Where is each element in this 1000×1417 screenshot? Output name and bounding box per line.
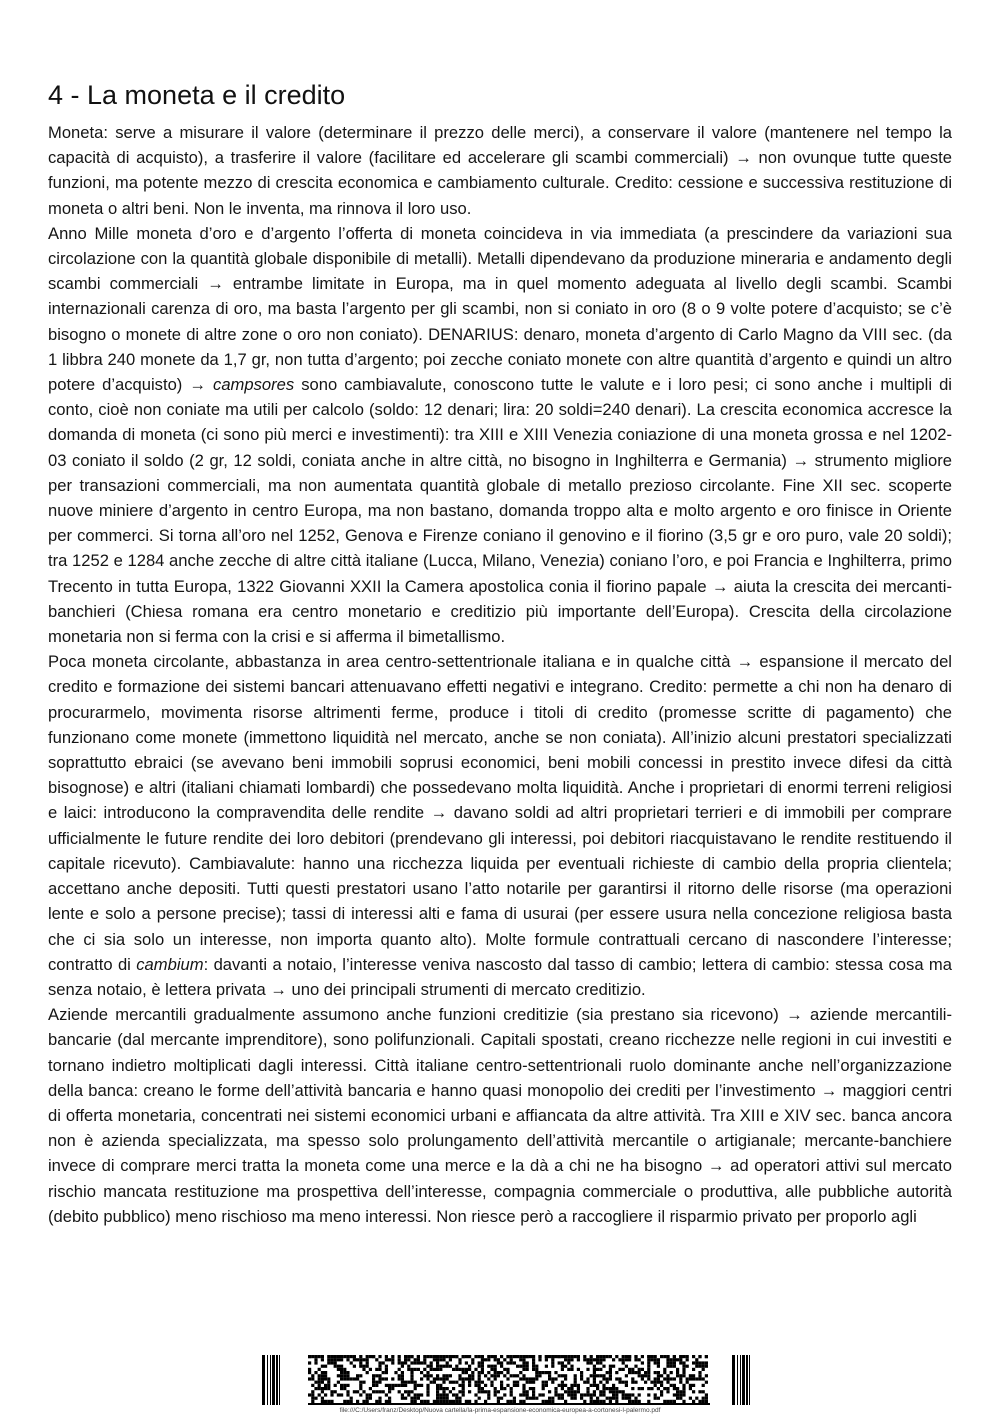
- barcode-icon: [262, 1355, 756, 1405]
- italic-term: campsores: [213, 375, 295, 395]
- paragraph-text: sono cambiavalute, conoscono tutte le valute e i loro pesi; ci sono anche i multipli di conto, cioè non coniate ma utili per calcolo (soldo: 12 denari; lira: 20 soldi=240 denari). La crescita economica accresce la domanda di moneta (ci sono più merci e investimenti): tra XIII e XIII Venezia coniazione di una moneta grossa e nel 1202-03 coniato il soldo (2 gr, 12 soldi, coniata anche in altre città, no bisogno in Inghilterra e Germania) → strumento migliore per transazioni commerciali, ma non aumentata quantità globale di metallo prezioso circolante. Fine XII sec. scoperte nuove miniere d’argento in centro Europa, ma non bastano, domanda troppo alta e molto argento e oro finisce in Oriente per commerci. Si torna all’oro nel 1252, Genova e Firenze coniano il genovino e il fiorino (3,5 gr e oro puro, vale 20 soldi); tra 1252 e 1284 anche zecche di altre città italiane (Lucca, Milano, Venezia) coniano l’oro, e poi Francia e Inghilterra, primo Trecento in tutta Europa, 1322 Giovanni XXII la Camera apostolica conia il fiorino papale → aiuta la crescita dei mercanti-banchieri (Chiesa romana era centro monetario e creditizio più importante dell’Europa). Crescita della circolazione monetaria non si ferma con la crisi e si afferma il bimetallismo.: [48, 375, 952, 647]
- paragraph: [48, 221, 952, 649]
- italic-term: cambium: [136, 954, 204, 974]
- paragraph-text: Moneta: serve a misurare il valore (determinare il prezzo delle merci), a conservare il valore (mantenere nel tempo la capacità di acquisto), a trasferire il valore (facilitare ed accelerare gli scambi commerciali) → non ovunque tutte queste funzioni, ma potente mezzo di crescita economica e cambiamento culturale. Credito: cessione e successiva restituzione di moneta o altri beni. Non le inventa, ma rinnova il loro uso.: [48, 123, 952, 218]
- paragraph-text: : davanti a notaio, l’interesse veniva nascosto dal tasso di cambio; lettera di cambio: stessa cosa ma senza notaio, è lettera privata → uno dei principali strumenti di mercato creditizio.: [48, 954, 952, 999]
- paragraph: [48, 120, 952, 221]
- paragraph: [48, 649, 952, 1002]
- paragraph-text: Anno Mille moneta d’oro e d’argento l’offerta di moneta coincideva in via immediata (a prescindere da variazioni sua circolazione con la quantità globale disponibile di metalli). Metalli dipendevano da produzione mineraria e andamento degli scambi commerciali → entrambe limitate in Europa, ma in quel momento adeguata al livello degli scambi. Scambi internazionali carenza di oro, ma basta l’argento per gli scambi, non si coniato in oro (8 o 9 volte potere d’acquisto; se c’è bisogno o monete di altre zone o oro non coniato). DENARIUS: denaro, moneta d’argento di Carlo Magno da VIII sec. (da 1 libbra 240 monete da 1,7 gr, non tutta d’argento; poi zecche coniato monete con altre quantità d’argento e quindi un altro potere d’acquisto) →: [48, 223, 952, 395]
- paragraph: [48, 1002, 952, 1229]
- footer-file-path: file:///C:/Users/franz/Desktop/Nuova cartella/la-prima-espansione-economica-europea-a-cortonesi-l-palermo.pdf: [339, 1407, 661, 1414]
- document-body: [48, 120, 952, 1354]
- paragraph-text: Poca moneta circolante, abbastanza in area centro-settentrionale italiana e in qualche città → espansione il mercato del credito e formazione dei sistemi bancari attenuavano effetti negativi e integrano. Credito: permette a chi non ha denaro di procurarmelo, movimenta risorse altrimenti ferme, produce i titoli di credito (promesse scritte di pagamento) che funzionano come monete (immettono liquidità nel mercato, anche se non coniata). All’inizio alcuni prestatori specializzati soprattutto ebraici (se avevano beni immobili soprusi economici, beni mobili concessi in prestito invece difesi da città bisognose) e altri (italiani chiamati lombardi) che possedevano molta liquidità. Anche i proprietari di enormi terreni religiosi e laici: introducono la compravendita delle rendite → davano soldi ad altri proprietari terrieri e di immobili per comprare ufficialmente le future rendite dei loro debitori (prendevano gli interessi, poi debitori riacquistavano le rendite restituendo il capitale ricevuto). Cambiavalute: hanno una ricchezza liquida per eventuali richieste di cambio della propria clientela; accettano anche depositi. Tutti questi prestatori usano l’atto notarile per garantirsi il ritorno delle risorse (ma operazioni lente e solo a persone precise); tassi di interessi alti e fama di usurai (per essere usura nella concezione religiosa basta che ci sia solo un interesse, non importa quanto alto). Molte formule contrattuali cercano di nascondere l’interesse; contratto di: [48, 652, 952, 974]
- barcode-graphic: [262, 1355, 756, 1405]
- paragraph-text: Aziende mercantili gradualmente assumono anche funzioni creditizie (sia prestano sia ricevono) → aziende mercantili-bancarie (dal mercante imprenditore), sono polifunzionali. Capitali spostati, creano ricchezze nelle regioni in cui investiti e tornano indietro moltiplicati dagli interessi. Città italiane centro-settentrionali ruolo dominante anche nell’organizzazione della banca: creano le forme dell’attività bancaria e hanno quasi monopolio dei crediti per l’investimento → maggiori centri di offerta monetaria, concentrati nei sistemi economici urbani e affiancata da altre attività. Tra XIII e XIV sec. banca ancora non è azienda specializzata, ma spesso solo prolungamento dell’attività mercantile o artigianale; mercante-banchiere invece di comprare merci tratta la moneta come una merce e la dà a chi ne ha bisogno → ad operatori attivi sul mercato rischio mancata restituzione ma prospettiva dell’interesse, compagnia commerciale o produttiva, alle pubbliche autorità (debito pubblico) meno rischioso ma meno interessi. Non riesce però a raccogliere il risparmio privato per proporlo agli: [48, 1005, 952, 1226]
- section-title: 4 - La moneta e il credito: [48, 80, 346, 110]
